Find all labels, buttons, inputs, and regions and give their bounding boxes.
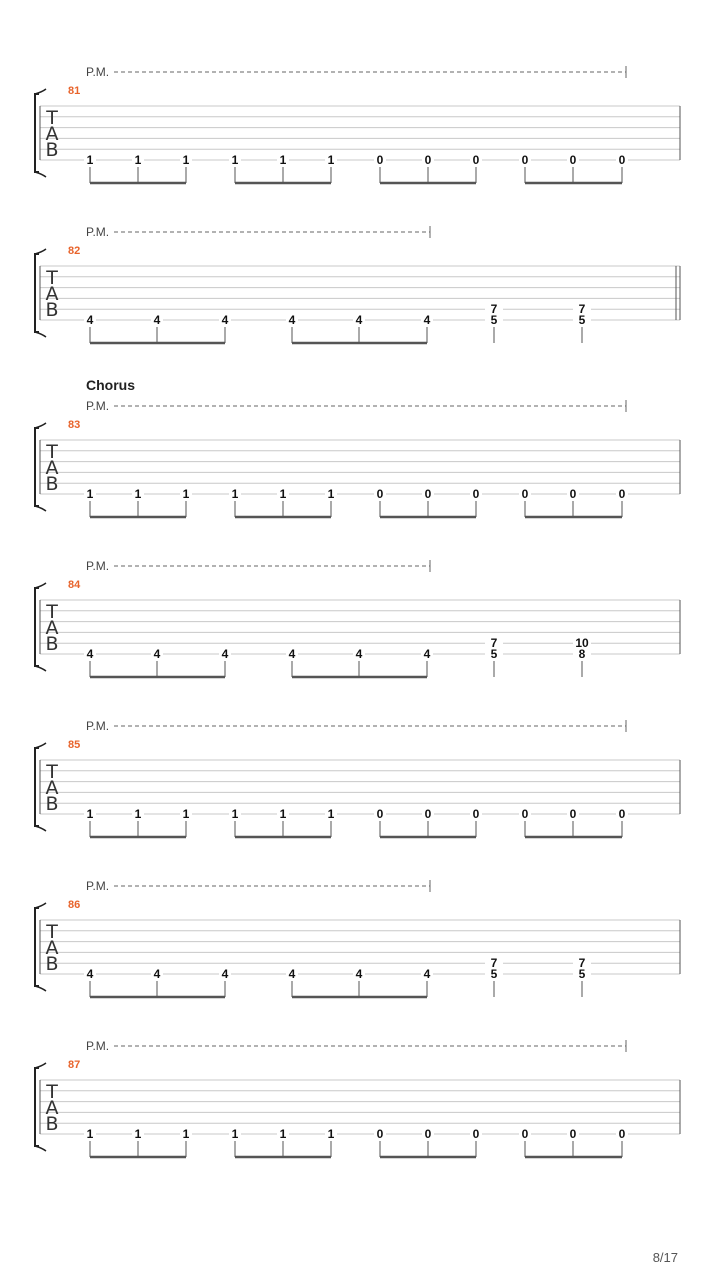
fret-number: 4 bbox=[355, 313, 363, 327]
fret-number: 1 bbox=[231, 1127, 239, 1141]
palm-mute-label: P.M. bbox=[86, 559, 110, 573]
palm-mute-label: P.M. bbox=[86, 225, 110, 239]
fret-number: 0 bbox=[424, 153, 432, 167]
system-bracket bbox=[35, 908, 39, 986]
palm-mute-label: P.M. bbox=[86, 65, 110, 79]
fret-number: 4 bbox=[423, 647, 431, 661]
fret-number: 4 bbox=[86, 647, 94, 661]
tab-system bbox=[35, 719, 680, 837]
bracket-curl-top bbox=[35, 249, 46, 254]
fret-number: 5 bbox=[490, 967, 498, 981]
fret-number: 1 bbox=[134, 1127, 142, 1141]
fret-number: 7 bbox=[490, 956, 498, 970]
palm-mute-label: P.M. bbox=[86, 719, 110, 733]
tab-clef-b: B bbox=[45, 299, 59, 321]
fret-number: 0 bbox=[569, 1127, 577, 1141]
fret-number: 1 bbox=[134, 487, 142, 501]
fret-number: 0 bbox=[472, 1127, 480, 1141]
fret-number: 1 bbox=[327, 1127, 335, 1141]
system-bracket bbox=[35, 1068, 39, 1146]
system-bracket bbox=[35, 748, 39, 826]
bracket-curl-bottom bbox=[35, 332, 46, 337]
palm-mute-label: P.M. bbox=[86, 1039, 110, 1053]
tab-clef-a: A bbox=[45, 1097, 59, 1119]
bracket-curl-top bbox=[35, 423, 46, 428]
tab-clef-a: A bbox=[45, 123, 59, 145]
measure-number: 81 bbox=[68, 85, 81, 97]
fret-number: 4 bbox=[221, 647, 229, 661]
fret-number: 1 bbox=[279, 487, 287, 501]
tab-system bbox=[35, 559, 680, 677]
fret-number: 1 bbox=[327, 153, 335, 167]
fret-number: 1 bbox=[231, 487, 239, 501]
bracket-curl-bottom bbox=[35, 172, 46, 177]
fret-number: 7 bbox=[578, 302, 586, 316]
tab-clef-t: T bbox=[46, 761, 58, 783]
fret-number: 0 bbox=[472, 153, 480, 167]
tab-clef-t: T bbox=[46, 1081, 58, 1103]
fret-number: 1 bbox=[182, 153, 190, 167]
fret-number: 8 bbox=[578, 647, 586, 661]
measure-number: 84 bbox=[68, 579, 81, 591]
tab-clef-t: T bbox=[46, 441, 58, 463]
tab-clef-a: A bbox=[45, 937, 59, 959]
fret-number: 1 bbox=[231, 153, 239, 167]
fret-number: 1 bbox=[134, 153, 142, 167]
fret-number: 4 bbox=[86, 313, 94, 327]
tab-clef-b: B bbox=[45, 139, 59, 161]
bracket-curl-top bbox=[35, 903, 46, 908]
tab-system bbox=[35, 879, 680, 997]
fret-number: 5 bbox=[490, 647, 498, 661]
measure-number: 87 bbox=[68, 1059, 81, 1071]
fret-number: 4 bbox=[153, 647, 161, 661]
system-bracket bbox=[35, 94, 39, 172]
fret-number: 1 bbox=[182, 1127, 190, 1141]
bracket-curl-top bbox=[35, 743, 46, 748]
fret-number: 1 bbox=[231, 807, 239, 821]
fret-number: 7 bbox=[490, 302, 498, 316]
fret-number: 1 bbox=[86, 487, 94, 501]
fret-number: 10 bbox=[575, 636, 589, 650]
fret-number: 1 bbox=[279, 153, 287, 167]
fret-number: 1 bbox=[86, 153, 94, 167]
fret-number: 4 bbox=[288, 967, 296, 981]
fret-number: 1 bbox=[182, 807, 190, 821]
fret-number: 4 bbox=[288, 313, 296, 327]
system-bracket bbox=[35, 588, 39, 666]
fret-number: 0 bbox=[472, 487, 480, 501]
bracket-curl-top bbox=[35, 1063, 46, 1068]
fret-number: 4 bbox=[288, 647, 296, 661]
measure-number: 85 bbox=[68, 739, 81, 751]
fret-number: 0 bbox=[569, 487, 577, 501]
tab-clef-a: A bbox=[45, 457, 59, 479]
fret-number: 1 bbox=[86, 807, 94, 821]
tab-clef-t: T bbox=[46, 267, 58, 289]
tab-system bbox=[35, 1039, 680, 1157]
fret-number: 4 bbox=[355, 967, 363, 981]
fret-number: 0 bbox=[521, 1127, 529, 1141]
fret-number: 7 bbox=[490, 636, 498, 650]
fret-number: 0 bbox=[521, 487, 529, 501]
fret-number: 1 bbox=[134, 807, 142, 821]
fret-number: 1 bbox=[182, 487, 190, 501]
tab-system bbox=[35, 225, 680, 343]
bracket-curl-bottom bbox=[35, 1146, 46, 1151]
fret-number: 0 bbox=[424, 807, 432, 821]
tab-system bbox=[35, 377, 680, 517]
fret-number: 5 bbox=[578, 967, 586, 981]
fret-number: 0 bbox=[569, 153, 577, 167]
fret-number: 0 bbox=[521, 807, 529, 821]
bracket-curl-top bbox=[35, 583, 46, 588]
fret-number: 1 bbox=[279, 1127, 287, 1141]
fret-number: 1 bbox=[86, 1127, 94, 1141]
fret-number: 0 bbox=[618, 807, 626, 821]
palm-mute-label: P.M. bbox=[86, 399, 110, 413]
tab-clef-b: B bbox=[45, 633, 59, 655]
fret-number: 0 bbox=[569, 807, 577, 821]
palm-mute-label: P.M. bbox=[86, 879, 110, 893]
fret-number: 0 bbox=[376, 1127, 384, 1141]
fret-number: 4 bbox=[423, 313, 431, 327]
tab-clef-t: T bbox=[46, 107, 58, 129]
tab-clef-b: B bbox=[45, 953, 59, 975]
fret-number: 0 bbox=[472, 807, 480, 821]
fret-number: 7 bbox=[578, 956, 586, 970]
bracket-curl-bottom bbox=[35, 826, 46, 831]
fret-number: 0 bbox=[376, 153, 384, 167]
tab-clef-a: A bbox=[45, 777, 59, 799]
section-label: Chorus bbox=[86, 377, 135, 393]
tab-clef-b: B bbox=[45, 473, 59, 495]
fret-number: 4 bbox=[221, 967, 229, 981]
fret-number: 1 bbox=[279, 807, 287, 821]
measure-number: 82 bbox=[68, 245, 81, 257]
page-number-text: 8/17 bbox=[652, 1250, 678, 1265]
fret-number: 5 bbox=[578, 313, 586, 327]
fret-number: 0 bbox=[618, 487, 626, 501]
bracket-curl-bottom bbox=[35, 506, 46, 511]
tab-clef-t: T bbox=[46, 921, 58, 943]
fret-number: 0 bbox=[424, 487, 432, 501]
fret-number: 4 bbox=[86, 967, 94, 981]
bracket-curl-bottom bbox=[35, 986, 46, 991]
fret-number: 0 bbox=[376, 807, 384, 821]
fret-number: 4 bbox=[153, 313, 161, 327]
bracket-curl-bottom bbox=[35, 666, 46, 671]
fret-number: 0 bbox=[376, 487, 384, 501]
fret-number: 0 bbox=[618, 1127, 626, 1141]
system-bracket bbox=[35, 428, 39, 506]
fret-number: 4 bbox=[221, 313, 229, 327]
fret-number: 0 bbox=[424, 1127, 432, 1141]
tab-clef-t: T bbox=[46, 601, 58, 623]
fret-number: 4 bbox=[423, 967, 431, 981]
measure-number: 83 bbox=[68, 419, 81, 431]
tab-clef-b: B bbox=[45, 1113, 59, 1135]
tab-clef-b: B bbox=[45, 793, 59, 815]
bracket-curl-top bbox=[35, 89, 46, 94]
fret-number: 0 bbox=[521, 153, 529, 167]
fret-number: 1 bbox=[327, 487, 335, 501]
tab-system bbox=[35, 65, 680, 183]
fret-number: 1 bbox=[327, 807, 335, 821]
fret-number: 4 bbox=[153, 967, 161, 981]
tab-clef-a: A bbox=[45, 617, 59, 639]
measure-number: 86 bbox=[68, 899, 81, 911]
fret-number: 5 bbox=[490, 313, 498, 327]
fret-number: 0 bbox=[618, 153, 626, 167]
system-bracket bbox=[35, 254, 39, 332]
fret-number: 4 bbox=[355, 647, 363, 661]
tab-clef-a: A bbox=[45, 283, 59, 305]
